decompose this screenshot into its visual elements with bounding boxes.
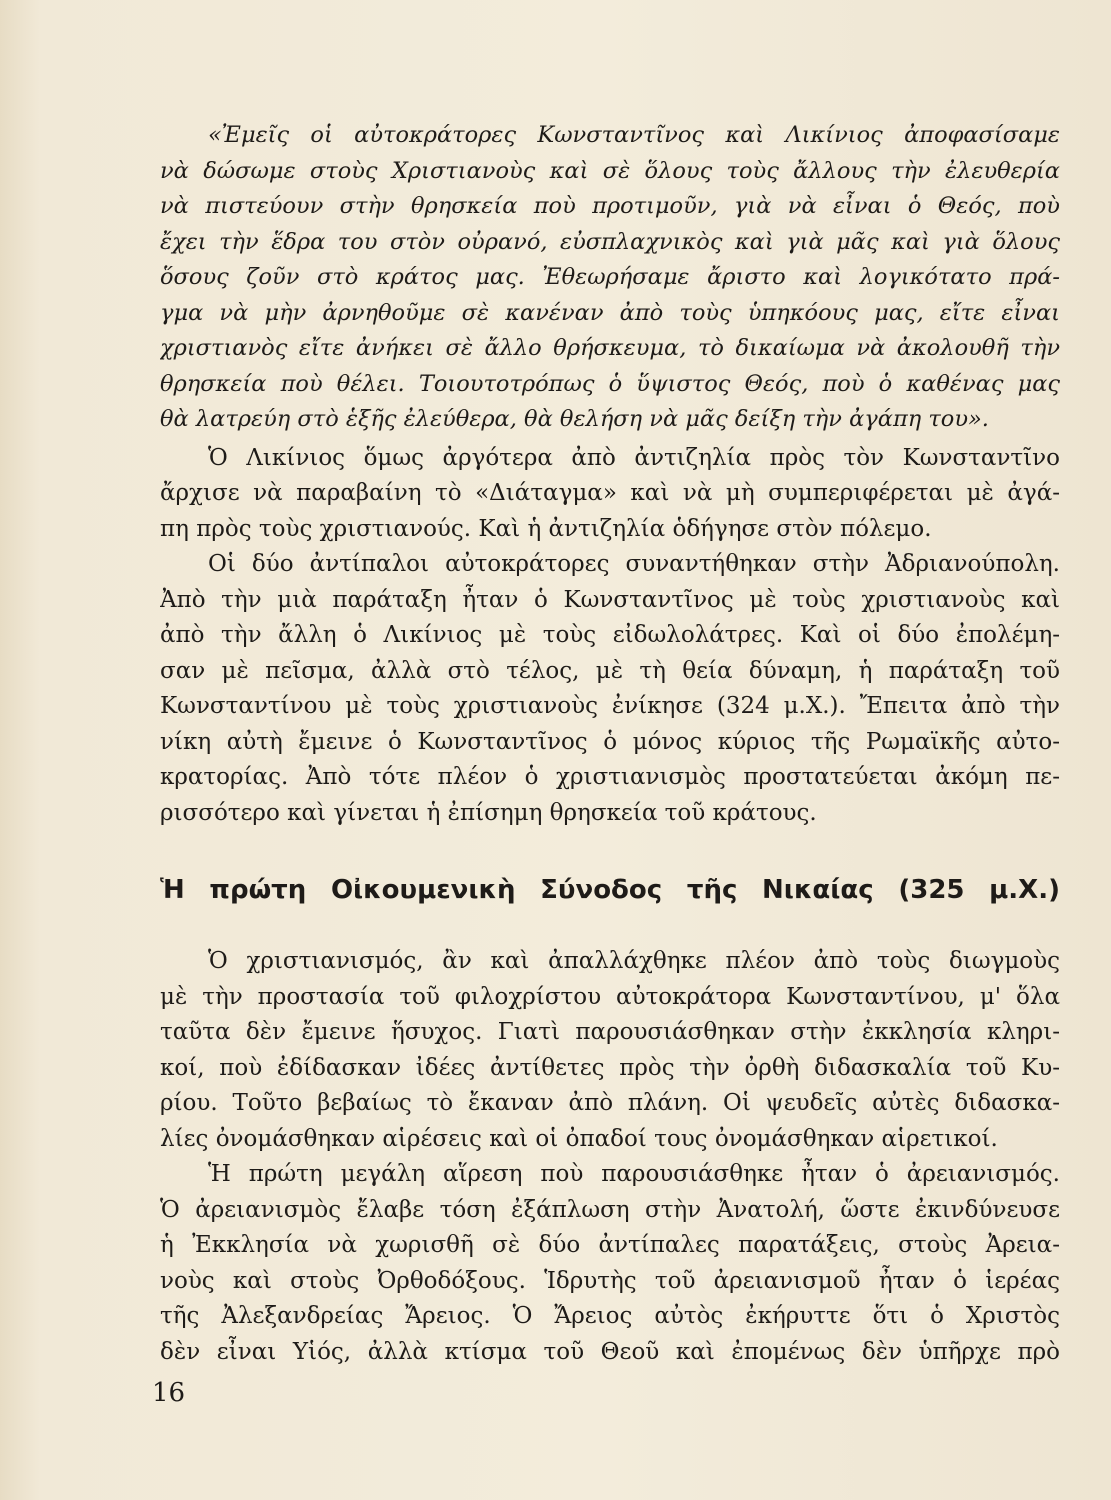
text-line: κοί, ποὺ ἐδίδασκαν ἰδέες ἀντίθετες πρὸς τὴν ὀρθὴ διδασκαλία τοῦ Κυ- [160,1054,1060,1081]
quote-line: νὰ πιστεύουν στὴν θρησκεία ποὺ προτιμοῦν, γιὰ νὰ εἶναι ὁ Θεός, ποὺ [160,193,1060,219]
text-line: ἡ Ἐκκλησία νὰ χωρισθῆ σὲ δύο ἀντίπαλες παρατάξεις, στοὺς Ἀρεια- [160,1232,1060,1258]
text-line: Ὁ ἀρειανισμὸς ἔλαβε τόση ἐξάπλωση στὴν Ἀνατολή, ὥστε ἐκινδύνευσε [160,1196,1060,1223]
section-heading: Ἡ πρώτη Οἰκουμενικὴ Σύνοδος τῆς Νικαίας (325 μ.Χ.) [160,875,1060,905]
text-line: ταῦτα δὲν ἔμεινε ἥσυχος. Γιατὶ παρουσιάσθηκαν στὴν ἐκκλησία κληρι- [160,1019,1060,1045]
quote-line: γμα νὰ μὴν ἀρνηθοῦμε σὲ κανέναν ἀπὸ τοὺς ὑπηκόους μας, εἴτε εἶναι [160,299,1060,326]
text-line: σαν μὲ πεῖσμα, ἀλλὰ στὸ τέλος, μὲ τὴ θεία δύναμη, ἡ παράταξη τοῦ [160,657,1060,684]
paragraph-licinius [160,441,1060,548]
text-line: Ὁ Λικίνιος ὅμως ἀργότερα ἀπὸ ἀντιζηλία πρὸς τὸν Κωνσταντῖνο [208,444,1060,471]
page-content [160,118,1060,1370]
text-line: μὲ τὴν προστασία τοῦ φιλοχρίστου αὐτοκράτορα Κωνσταντίνου, μ' ὅλα [160,983,1060,1010]
text-line: ἄρχισε νὰ παραβαίνη τὸ «Διάταγμα» καὶ νὰ μὴ συμπεριφέρεται μὲ ἀγά- [160,480,1060,506]
text-line: Κωνσταντίνου μὲ τοὺς χριστιανοὺς ἐνίκησε (324 μ.Χ.). Ἔπειτα ἀπὸ τὴν [160,693,1060,719]
text-line: Οἱ δύο ἀντίπαλοι αὐτοκράτορες συναντήθηκαν στὴν Ἀδριανούπολη. [208,551,1060,577]
text-line: λίες ὀνομάσθηκαν αἱρέσεις καὶ οἱ ὀπαδοί τους ὀνομάσθηκαν αἱρετικοί. [160,1125,998,1152]
quote-line: θρησκεία ποὺ θέλει. Τοιουτοτρόπως ὁ ὕψιστος Θεός, ποὺ ὁ καθένας μας [160,370,1060,397]
text-line: Ἡ πρώτη μεγάλη αἵρεση ποὺ παρουσιάσθηκε ἦταν ὁ ἀρειανισμός. [208,1161,1060,1187]
quote-line: νὰ δώσωμε στοὺς Χριστιανοὺς καὶ σὲ ὅλους τοὺς ἄλλους τὴν ἐλευθερία [160,157,1060,184]
quote-line: ἔχει τὴν ἕδρα του στὸν οὐρανό, εὐσπλαχνικὸς καὶ γιὰ μᾶς καὶ γιὰ ὅλους [160,228,1060,255]
text-line: κρατορίας. Ἀπὸ τότε πλέον ὁ χριστιανισμὸς προστατεύεται ἀκόμη πε- [160,764,1060,790]
text-line: δὲν εἶναι Υἱός, ἀλλὰ κτίσμα τοῦ Θεοῦ καὶ ἐπομένως δὲν ὑπῆρχε πρὸ [160,1338,1060,1365]
text-line: πη πρὸς τοὺς χριστιανούς. Καὶ ἡ ἀντιζηλία ὁδήγησε στὸν πόλεμο. [160,515,932,542]
text-line: νίκη αὐτὴ ἔμεινε ὁ Κωνσταντῖνος ὁ μόνος κύριος τῆς Ρωμαϊκῆς αὐτο- [160,728,1060,755]
quote-line: χριστιανὸς εἴτε ἀνήκει σὲ ἄλλο θρήσκευμα, τὸ δικαίωμα νὰ ἀκολουθῆ τὴν [160,335,1060,361]
text-line: ρισσότερο καὶ γίνεται ἡ ἐπίσημη θρησκεία τοῦ κράτους. [160,799,817,826]
paragraph-arianism [160,1157,1060,1370]
edict-quote [160,118,1060,438]
quote-line: ὅσους ζοῦν στὸ κράτος μας. Ἐθεωρήσαμε ἄριστο καὶ λογικότατο πρά- [160,264,1060,290]
quote-line: «Ἐμεῖς οἱ αὐτοκράτορες Κωνσταντῖνος καὶ Λικίνιος ἀποφασίσαμε [208,122,1060,148]
quote-line: θὰ λατρεύη στὸ ἑξῆς ἐλεύθερα, θὰ θελήση νὰ μᾶς δείξη τὴν ἀγάπη του». [160,406,989,432]
text-line: ἀπὸ τὴν ἄλλη ὁ Λικίνιος μὲ τοὺς εἰδωλολάτρες. Καὶ οἱ δύο ἐπολέμη- [160,622,1060,648]
paragraph-adrianople [160,547,1060,831]
text-line: Ὁ χριστιανισμός, ἂν καὶ ἀπαλλάχθηκε πλέον ἀπὸ τοὺς διωγμοὺς [208,948,1060,974]
paragraph-heresies [160,944,1060,1157]
text-line: ρίου. Τοῦτο βεβαίως τὸ ἔκαναν ἀπὸ πλάνη. Οἱ ψευδεῖς αὐτὲς διδασκα- [160,1090,1060,1116]
page-number: 16 [152,1378,186,1408]
text-line: νοὺς καὶ στοὺς Ὀρθοδόξους. Ἱδρυτὴς τοῦ ἀρειανισμοῦ ἦταν ὁ ἱερέας [160,1267,1060,1294]
text-line: Ἀπὸ τὴν μιὰ παράταξη ἦταν ὁ Κωνσταντῖνος μὲ τοὺς χριστιανοὺς καὶ [160,586,1060,613]
text-line: τῆς Ἀλεξανδρείας Ἄρειος. Ὁ Ἄρειος αὐτὸς ἐκήρυττε ὅτι ὁ Χριστὸς [160,1303,1060,1329]
